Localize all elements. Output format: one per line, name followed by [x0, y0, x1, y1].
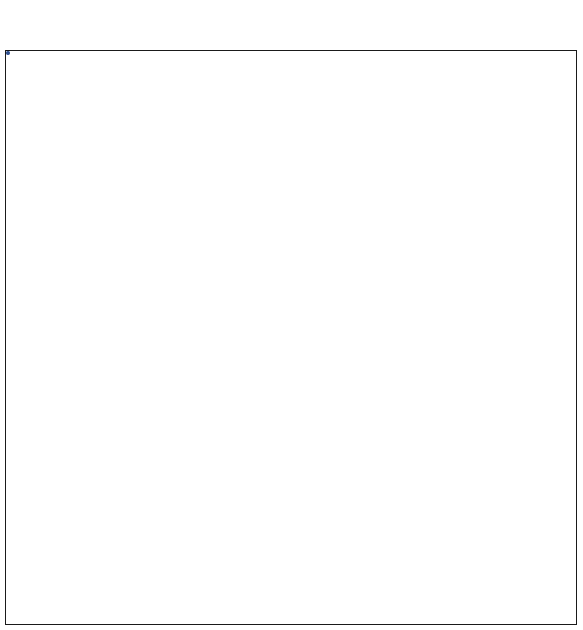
letter-grid — [6, 51, 576, 624]
word-search-board — [5, 50, 577, 625]
